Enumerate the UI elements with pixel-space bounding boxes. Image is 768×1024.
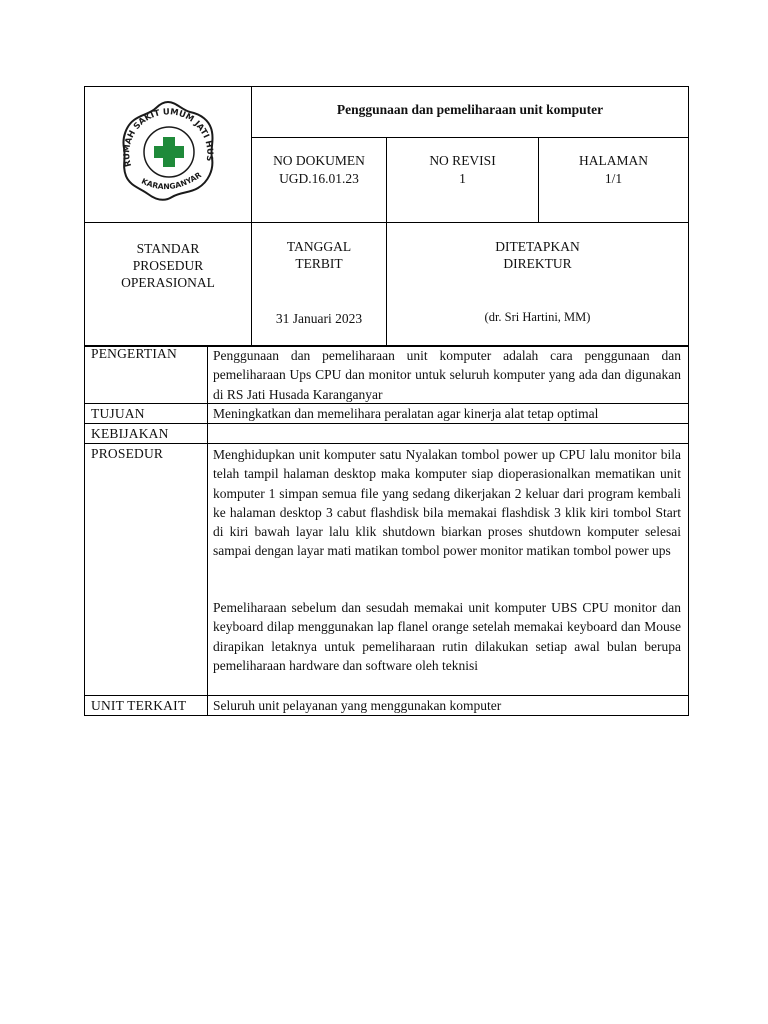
no-dokumen-label: NO DOKUMEN [273,153,365,168]
no-revisi-label: NO REVISI [429,153,496,168]
halaman-label: HALAMAN [579,153,648,168]
unit-terkait-label: UNIT TERKAIT [91,698,187,713]
ditetapkan-label: DITETAPKAN DIREKTUR [495,239,580,271]
hospital-logo [116,96,220,206]
content-divider [84,443,689,444]
tanggal-terbit-label: TANGGAL TERBIT [286,239,352,271]
svg-text:KARANGANYAR: KARANGANYAR [140,170,203,192]
document-type: STANDAR PROSEDUR OPERASIONAL [121,241,215,290]
tujuan-label: TUJUAN [91,406,145,421]
no-revisi-value: 1 [459,171,466,186]
hospital-logo-icon [116,96,220,206]
header-divider [251,137,689,138]
kebijakan-label: KEBIJAKAN [91,426,169,441]
halaman-value: 1/1 [604,171,623,186]
prosedur-paragraph-1: Menghidupkan unit komputer satu Nyalakan tombol power up CPU lalu monitor bila telah tampil halaman desktop maka komputer siap dioperasionalkan mematikan unit komputer 1 simpan semua file yang sedang dikerjakan 2 keluar dari program kembali ke halaman desktop 3 cabut flashdisk bila memakai flashdisk 3 klik kiri tombol Start di kiri bawah layar lalu klik shutdown biarkan proses shutdown komputer selesai sampai dengan layar mati matikan tombol power monitor matikan tombol power ups [213,447,681,559]
signatory-name: (dr. Sri Hartini, MM) [484,310,591,324]
unit-terkait-text: Seluruh unit pelayanan yang menggunakan komputer [213,698,502,713]
prosedur-label: PROSEDUR [91,446,164,461]
svg-text:RUMAH SAKIT UMUM JATI HUSADA: RUMAH SAKIT UMUM JATI HUS [121,106,216,169]
content-divider [207,345,208,716]
document-title: Penggunaan dan pemeliharaan unit komputer [336,102,604,117]
tanggal-terbit-value: 31 Januari 2023 [275,311,363,326]
prosedur-paragraph-2: Pemeliharaan sebelum dan sesudah memakai unit komputer UBS CPU monitor dan keyboard dilap menggunakan lap flanel orange setelah memakai keyboard dan Mouse dirapikan letaknya untuk pemeliharaan rutin dilakukan setiap awal bulan berupa pemeliharaan hardware dan software oleh teknisi [213,600,681,673]
pengertian-label: PENGERTIAN [91,346,177,361]
tujuan-text: Meningkatkan dan memelihara peralatan agar kinerja alat tetap optimal [213,406,599,421]
no-dokumen-value: UGD.16.01.23 [279,171,359,186]
header-divider [251,86,252,347]
pengertian-text: Penggunaan dan pemeliharaan unit komputer adalah cara penggunaan dan pemeliharaan Ups CPU dan monitor untuk seluruh komputer yang ada dan digunakan di RS Jati Husada Karanganyar [213,348,681,402]
